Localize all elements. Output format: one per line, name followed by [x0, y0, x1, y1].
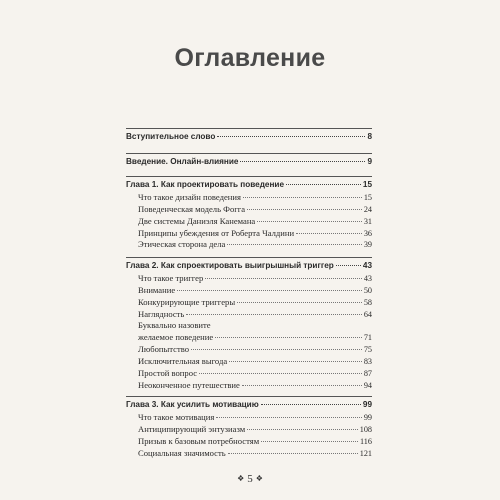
toc-section — [126, 257, 372, 390]
toc-entry-label: Глава 2. Как спроектировать выигрышный триггер — [126, 261, 334, 270]
dot-leader — [247, 209, 362, 210]
toc-entry[interactable] — [138, 296, 372, 308]
dot-leader — [205, 278, 362, 279]
toc-entry[interactable] — [138, 435, 372, 447]
toc-entry[interactable] — [138, 215, 372, 227]
toc-entry[interactable] — [138, 191, 372, 203]
toc-entry-label: желаемое поведение — [138, 332, 214, 343]
toc-entry-label: Этическая сторона дела — [138, 239, 226, 250]
toc-entry[interactable] — [138, 227, 372, 239]
dot-leader — [217, 136, 365, 137]
toc-entry-page: 94 — [363, 380, 372, 390]
toc-entry-page: 8 — [367, 132, 372, 141]
toc-entry-page: 87 — [363, 368, 372, 378]
toc-entry-label: Любопытство — [138, 344, 190, 355]
toc-entry-page: 83 — [363, 356, 372, 366]
toc-entry[interactable] — [138, 447, 372, 459]
ornament-right-icon: ❖ — [255, 474, 263, 483]
dot-leader — [229, 361, 362, 362]
toc-heading[interactable] — [126, 399, 372, 411]
toc-entry-label: Две системы Даниэля Канемана — [138, 215, 256, 226]
toc-section — [126, 396, 372, 458]
toc-entry-label: Поведенческая модель Фогга — [138, 203, 246, 214]
toc-entry[interactable] — [138, 331, 372, 343]
toc-entry[interactable] — [138, 367, 372, 379]
toc-heading[interactable] — [126, 260, 372, 272]
toc-entry-page: 58 — [363, 297, 372, 307]
dot-leader — [228, 453, 358, 454]
toc-entry[interactable] — [138, 238, 372, 250]
dot-leader — [191, 349, 362, 350]
dot-leader — [177, 290, 362, 291]
toc-entry-label: Глава 3. Как усилить мотивацию — [126, 400, 259, 409]
toc-entry-label: Принципы убеждения от Роберта Чалдини — [138, 227, 295, 238]
dot-leader — [243, 197, 362, 198]
toc-entry-label: Социальная значимость — [138, 447, 226, 458]
dot-leader — [186, 314, 361, 315]
toc-section — [126, 128, 372, 141]
dot-leader — [242, 385, 362, 386]
dot-leader — [199, 373, 362, 374]
toc-entry-label: Глава 1. Как проектировать поведение — [126, 180, 285, 189]
page-footer — [0, 473, 500, 485]
toc-entry[interactable] — [138, 284, 372, 296]
dot-leader — [215, 337, 362, 338]
ornament-left-icon: ❖ — [237, 474, 245, 483]
dot-leader — [216, 417, 361, 418]
toc-entry-page: 24 — [363, 204, 372, 214]
toc-entry-page: 31 — [363, 216, 372, 226]
toc-entry-page: 99 — [362, 400, 372, 409]
dot-leader — [237, 302, 362, 303]
toc-entry-page: 108 — [359, 424, 372, 434]
dot-leader — [336, 265, 361, 266]
toc-heading[interactable] — [126, 179, 372, 191]
toc-entry-label: Неоконченное путешествие — [138, 379, 240, 390]
toc-entry-label: Наглядность — [138, 308, 185, 319]
toc-entry-page: 15 — [363, 193, 372, 202]
toc-entry[interactable] — [138, 272, 372, 284]
toc-entry-page: 43 — [363, 274, 372, 283]
dot-leader — [261, 404, 361, 405]
toc-entry-label: Что такое дизайн поведения — [138, 192, 241, 202]
toc-entry-page: 39 — [363, 240, 372, 250]
toc-entry-page: 116 — [360, 436, 372, 446]
dot-leader — [286, 184, 361, 185]
toc-entry-page: 121 — [359, 448, 372, 458]
dot-leader — [247, 429, 358, 430]
toc-entry-page: 15 — [362, 180, 372, 189]
toc-entry[interactable] — [138, 343, 372, 355]
toc-entry-page: 75 — [363, 345, 372, 355]
dot-leader — [227, 244, 361, 245]
dot-leader — [296, 233, 362, 234]
toc-entry[interactable] — [138, 411, 372, 423]
toc-entry-page: 71 — [363, 333, 372, 343]
toc-entry[interactable] — [138, 355, 372, 367]
toc-section — [126, 176, 372, 250]
dot-leader — [261, 441, 358, 442]
toc-entry-label: Призыв к базовым потребностям — [138, 435, 260, 446]
toc-entry-label: Вступительное слово — [126, 132, 216, 141]
toc-entry-label: Простой вопрос — [138, 367, 198, 378]
toc-entry-page: 99 — [363, 413, 372, 422]
toc-entry-page: 36 — [363, 228, 372, 238]
toc-entry[interactable] — [138, 319, 372, 331]
toc-entry-page: 50 — [363, 285, 372, 295]
toc-entry-label: Внимание — [138, 284, 176, 295]
toc-entry-label: Что такое мотивация — [138, 412, 215, 422]
toc-entry[interactable] — [138, 379, 372, 391]
dot-leader — [257, 221, 362, 222]
toc-heading[interactable] — [126, 156, 372, 168]
toc-entry-label: Буквально назовите — [138, 320, 211, 331]
toc-entry-label: Введение. Онлайн-влияние — [126, 157, 239, 166]
page-number: 5 — [247, 473, 253, 485]
toc-entry[interactable] — [138, 423, 372, 435]
toc-entry-page: 9 — [367, 157, 372, 166]
toc-entry[interactable] — [138, 308, 372, 320]
page-title: Оглавление — [174, 44, 326, 72]
toc-entry-label: Конкурирующие триггеры — [138, 296, 236, 307]
toc-entry[interactable] — [138, 203, 372, 215]
toc-entry-label: Исключительная выгода — [138, 355, 228, 366]
dot-leader — [240, 161, 365, 162]
toc-entry-page: 64 — [363, 309, 372, 319]
toc-heading[interactable] — [126, 131, 372, 143]
toc-entry-label: Что такое триггер — [138, 273, 204, 283]
toc-entry-page: 43 — [362, 261, 372, 270]
toc-section — [126, 153, 372, 166]
toc-entry-label: Антиципирующий энтузиазм — [138, 423, 246, 434]
